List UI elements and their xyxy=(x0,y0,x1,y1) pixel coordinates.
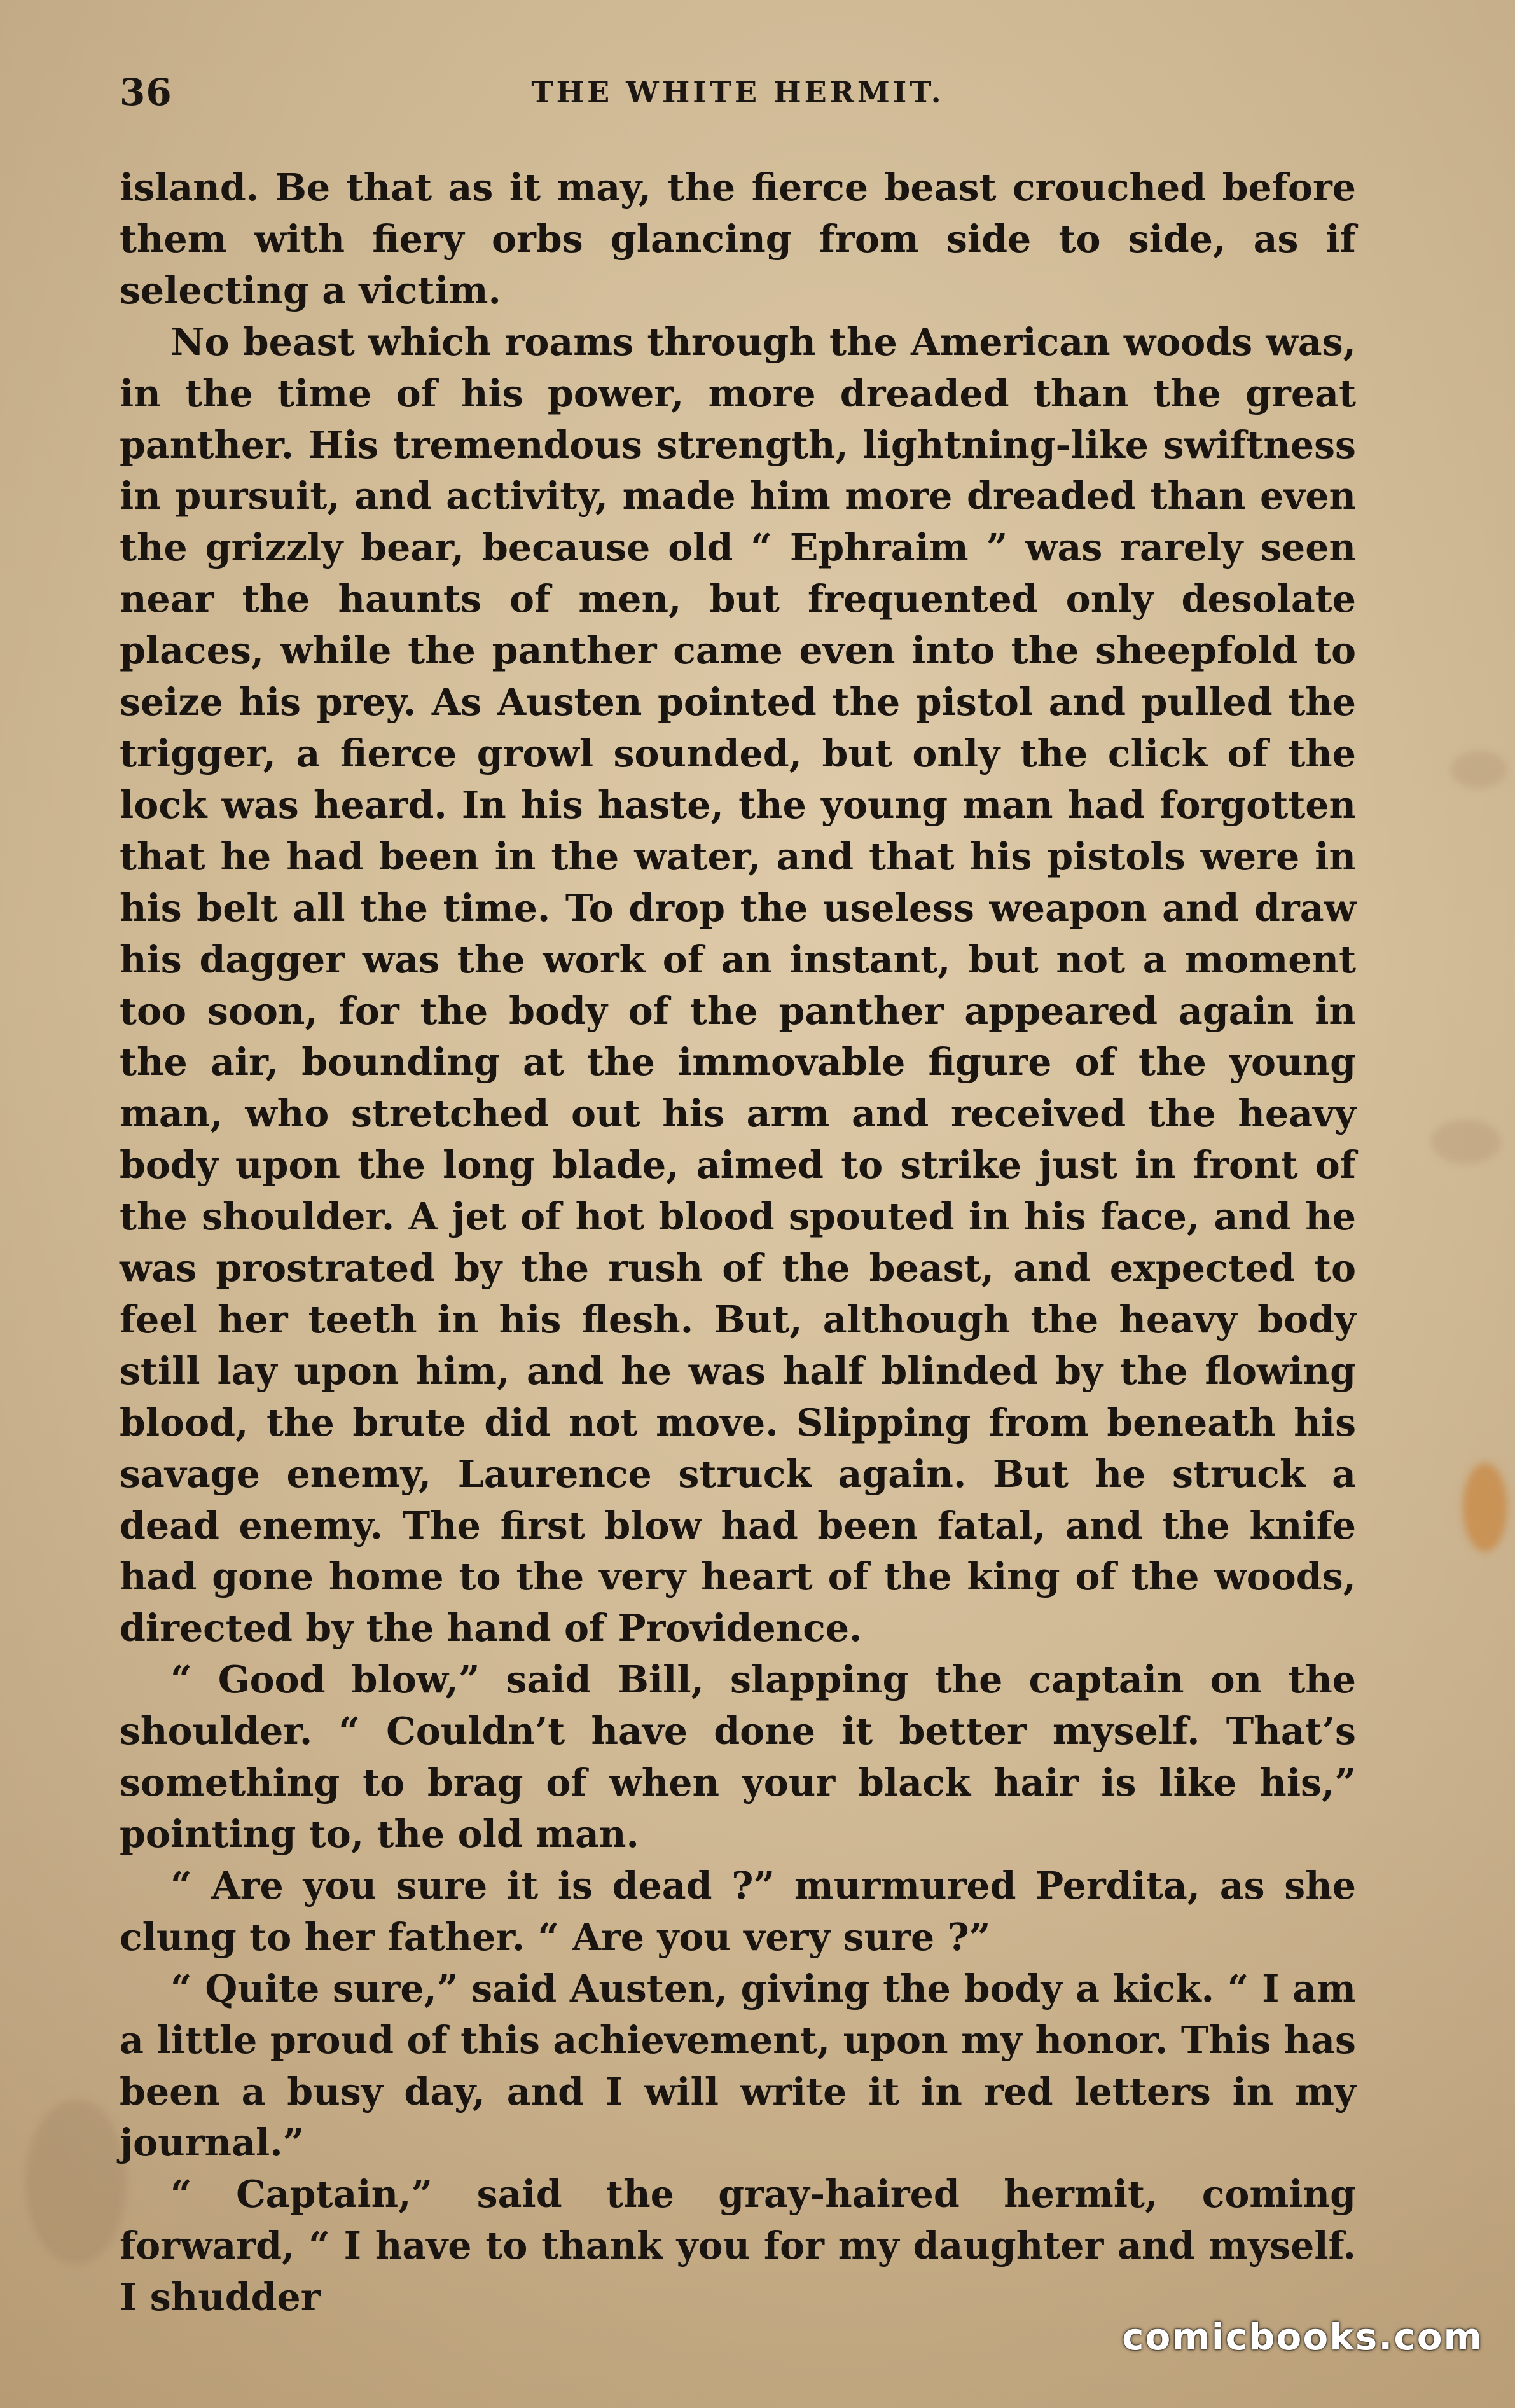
paragraph: “ Good blow,” said Bill, slapping the captain on the shoulder. “ Couldn’t have done it better myself. That’s something to brag of when your black hair is like his,” pointing to, the old man. xyxy=(120,1657,1356,1856)
paragraph: “ Are you sure it is dead ?” murmured Perdita, as she clung to her father. “ Are you very sure ?” xyxy=(120,1863,1356,1959)
paragraph: “ Captain,” said the gray-haired hermit, coming forward, “ I have to thank you for my daughter and myself. I shudder xyxy=(120,2172,1356,2320)
watermark: comicbooks.com xyxy=(1122,2315,1483,2358)
paper-stain xyxy=(1463,1463,1507,1552)
paper-stain xyxy=(1431,1119,1501,1164)
paper-stain xyxy=(25,2099,127,2264)
body-text xyxy=(120,162,1356,2323)
paper-stain xyxy=(1450,751,1507,789)
paragraph: No beast which roams through the American woods was, in the time of his power, more dreaded than the great panther. His tremendous strength, lightning-like swiftness in pursuit, and activity, made him more dreaded than even the grizzly bear, because old “ Ephraim ” was rarely seen near the haunts of men, but frequented only desolate places, while the panther came even into the sheepfold to seize his prey. As Austen pointed the pistol and pulled the trigger, a fierce growl sounded, but only the click of the lock was heard. In his haste, the young man had forgotten that he had been in the water, and that his pistols were in his belt all the time. To drop the useless weapon and draw his dagger was the work of an instant, but not a moment too soon, for the body of the panther appeared again in the air, bounding at the immovable figure of the young man, who stretched out his arm and received the heavy body upon the long blade, aimed to strike just in front of the shoulder. A jet of hot blood spouted in his face, and he was prostrated by the rush of the beast, and expected to feel her teeth in his flesh. But, although the heavy body still lay upon him, and he was half blinded by the flowing blood, the brute did not move. Slipping from beneath his savage enemy, Laurence struck again. But he struck a dead enemy. The first blow had been fatal, and the knife had gone home to the very heart of the king of the woods, directed by the hand of Providence. xyxy=(120,319,1356,1650)
page-number: 36 xyxy=(120,71,172,114)
page-header xyxy=(114,64,1361,121)
paragraph: “ Quite sure,” said Austen, giving the body a kick. “ I am a little proud of this achievement, upon my honor. This has been a busy day, and I will write it in red letters in my journal.” xyxy=(120,1966,1356,2165)
running-head: THE WHITE HERMIT. xyxy=(531,75,944,109)
paragraph: island. Be that as it may, the fierce beast crouched before them with fiery orbs glancing from side to side, as if selecting a victim. xyxy=(120,165,1356,312)
